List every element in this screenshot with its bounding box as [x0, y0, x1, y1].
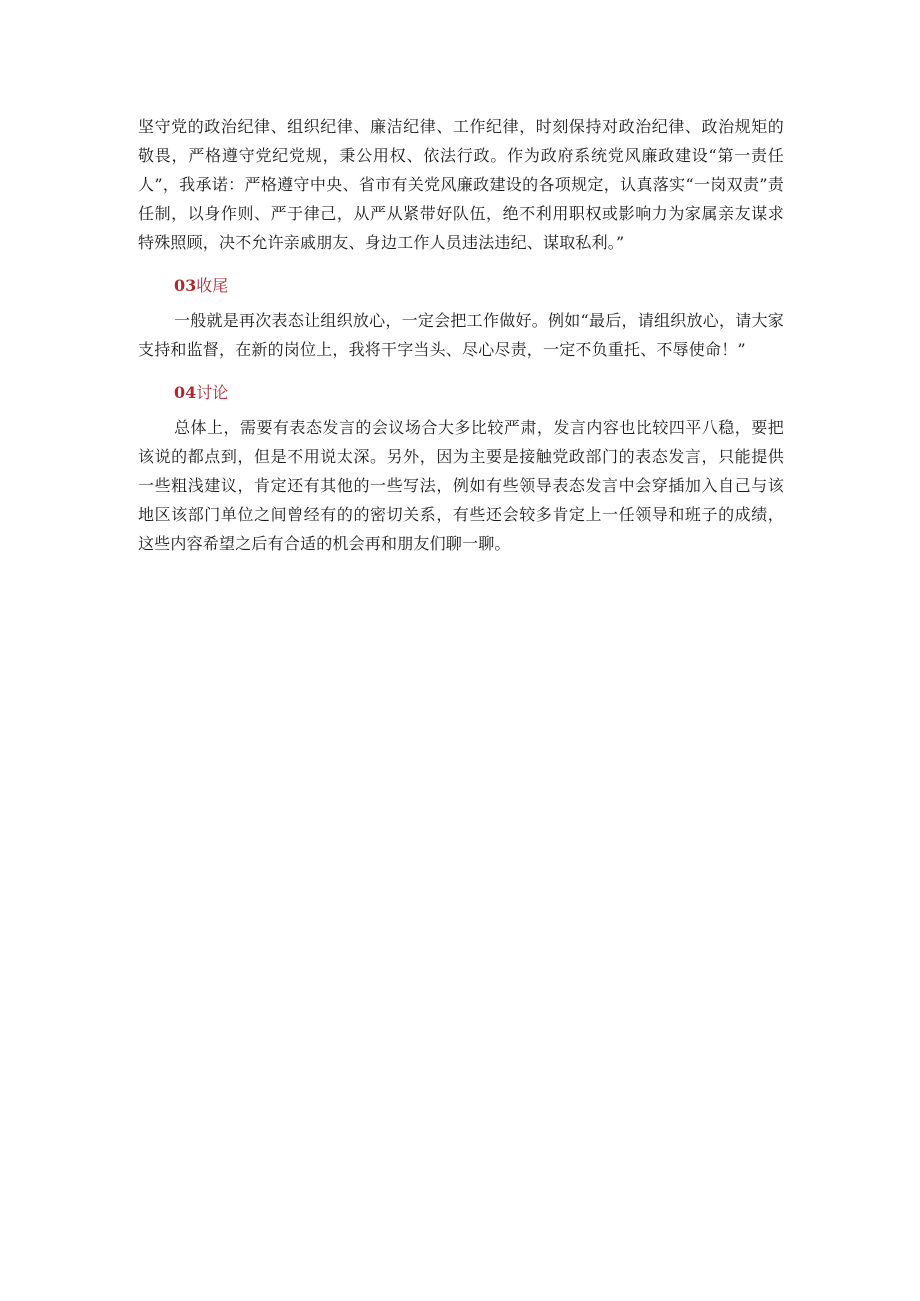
section-heading-closing: [138, 271, 784, 300]
document-page: [138, 112, 784, 558]
section-body-closing: 一般就是再次表态让组织放心，一定会把工作做好。例如“最后，请组织放心，请大家支持和监督，在新的岗位上，我将干字当头、尽心尽责，一定不负重托、不辱使命！”: [138, 311, 784, 359]
section-body-discussion: 总体上，需要有表态发言的会议场合大多比较严肃，发言内容也比较四平八稳，要把该说的都点到，但是不用说太深。另外，因为主要是接触党政部门的表态发言，只能提供一些粗浅建议，肯定还有其他的一些写法，例如有些领导表态发言中会穿插加入自己与该地区该部门单位之间曾经有的的密切关系，有些还会较多肯定上一任领导和班子的成绩，这些内容希望之后有合适的机会再和朋友们聊一聊。: [138, 418, 784, 553]
intro-paragraph: 坚守党的政治纪律、组织纪律、廉洁纪律、工作纪律，时刻保持对政治纪律、政治规矩的敬畏，严格遵守党纪党规，秉公用权、依法行政。作为政府系统党风廉政建设“第一责任人”，我承诺：严格遵守中央、省市有关党风廉政建设的各项规定，认真落实“一岗双责”责任制，以身作则、严于律己，从严从紧带好队伍，绝不利用职权或影响力为家属亲友谋求特殊照顾，决不允许亲戚朋友、身边工作人员违法违纪、谋取私利。”: [138, 117, 784, 252]
section-number: 04: [174, 383, 197, 402]
section-title: 讨论: [196, 383, 229, 402]
section-title: 收尾: [196, 276, 229, 295]
section-heading-discussion: [138, 378, 784, 407]
section-number: 03: [174, 276, 197, 295]
